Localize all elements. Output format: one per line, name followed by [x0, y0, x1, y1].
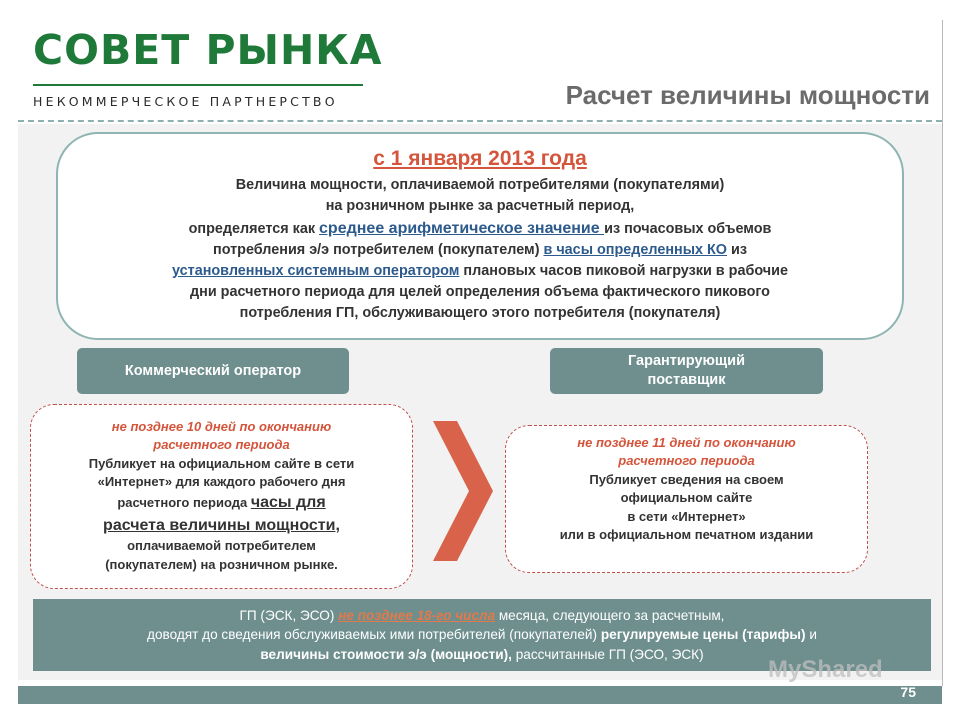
regulated-prices-emphasis: регулируемые цены (тарифы)	[600, 627, 806, 643]
definition-box	[56, 132, 904, 340]
definition-line-1: Величина мощности, оплачиваемой потребителями (покупателями)	[235, 177, 725, 194]
definition-line-6: дни расчетного периода для целей определения объема фактического пикового	[190, 283, 770, 300]
title-divider	[18, 120, 942, 122]
definition-line-7: потребления ГП, обслуживающего этого потребителя (покупателя)	[239, 304, 721, 321]
definition-text: определяется как	[188, 220, 320, 237]
deadline-period: расчетного периода	[153, 437, 290, 453]
guaranteeing-supplier-box	[505, 425, 868, 573]
co-text: ,	[335, 516, 340, 534]
slide-title: Расчет величины мощности	[565, 80, 930, 110]
definition-line-5	[58, 261, 902, 282]
capacity-calc-emphasis: расчета величины мощности	[103, 516, 336, 534]
deadline-period: расчетного периода	[618, 453, 755, 469]
ko-hours-emphasis: в часы определенных КО	[543, 242, 727, 259]
supplier-label-line-1: Гарантирующий	[628, 353, 745, 370]
summary-text: месяца, следующего за расчетным,	[495, 608, 725, 623]
summary-text: рассчитанные ГП (ЭСО, ЭСК)	[511, 646, 704, 662]
side-rule	[942, 20, 943, 686]
guaranteeing-supplier-label	[550, 348, 823, 394]
definition-text: плановых часов пиковой нагрузки в рабочие	[459, 263, 788, 279]
logo-title: СОВЕТ РЫНКА	[33, 26, 383, 74]
watermark: MyShared	[768, 656, 883, 683]
footer-bar	[18, 686, 942, 704]
deadline-18th: не позднее 18-го числа	[338, 608, 496, 623]
co-text-3	[31, 492, 412, 515]
average-value-emphasis: среднее арифметическое значение	[319, 219, 605, 237]
logo-subtitle: НЕКОММЕРЧЕСКОЕ ПАРТНЕРСТВО	[33, 94, 338, 109]
definition-line-4	[58, 240, 902, 261]
commercial-operator-label: Коммерческий оператор	[77, 348, 349, 394]
deadline-11-days: не позднее 11 дней по окончанию	[577, 435, 796, 450]
co-text-6: (покупателем) на розничном рынке.	[105, 556, 338, 572]
cost-values-emphasis: величины стоимости э/э (мощности),	[260, 646, 512, 662]
definition-line-3	[58, 217, 902, 240]
co-text-1: Публикует на официальном сайте в сети	[88, 455, 355, 471]
deadline-10-days: не позднее 10 дней по окончанию	[111, 419, 332, 434]
summary-text: доводят до сведения обслуживаемых ими потребителей (покупателей)	[147, 627, 601, 643]
system-operator-emphasis: установленных системным оператором	[172, 263, 460, 279]
commercial-operator-box	[30, 404, 413, 589]
gp-text-1: Публикует сведения на своем	[589, 471, 784, 487]
co-text: расчетного периода	[117, 494, 251, 510]
gp-text-2: официальном сайте	[620, 490, 753, 506]
co-text-2: «Интернет» для каждого рабочего дня	[97, 474, 346, 490]
gp-text-4: или в официальном печатном издании	[559, 527, 814, 543]
co-text-5: оплачиваемой потребителем	[127, 538, 316, 554]
definition-text: из почасовых объемов	[604, 220, 772, 237]
page-number: 75	[900, 684, 916, 700]
definition-line-2: на розничном рынке за расчетный период,	[325, 198, 635, 215]
flow-arrow-icon	[433, 421, 493, 561]
definition-text: потребления э/э потребителем (покупателем)	[213, 242, 544, 259]
co-text-4	[31, 515, 412, 538]
logo-divider	[33, 84, 363, 86]
summary-text: ГП (ЭСК, ЭСО)	[239, 608, 339, 623]
summary-line-1	[33, 606, 931, 625]
summary-line-2	[33, 625, 931, 644]
supplier-label-line-2: поставщик	[647, 372, 726, 388]
summary-text: и	[805, 627, 817, 643]
gp-text-3: в сети «Интернет»	[627, 508, 746, 524]
hours-emphasis: часы для	[250, 493, 326, 511]
effective-date: с 1 января 2013 года	[373, 147, 587, 170]
definition-text: из	[727, 242, 747, 259]
